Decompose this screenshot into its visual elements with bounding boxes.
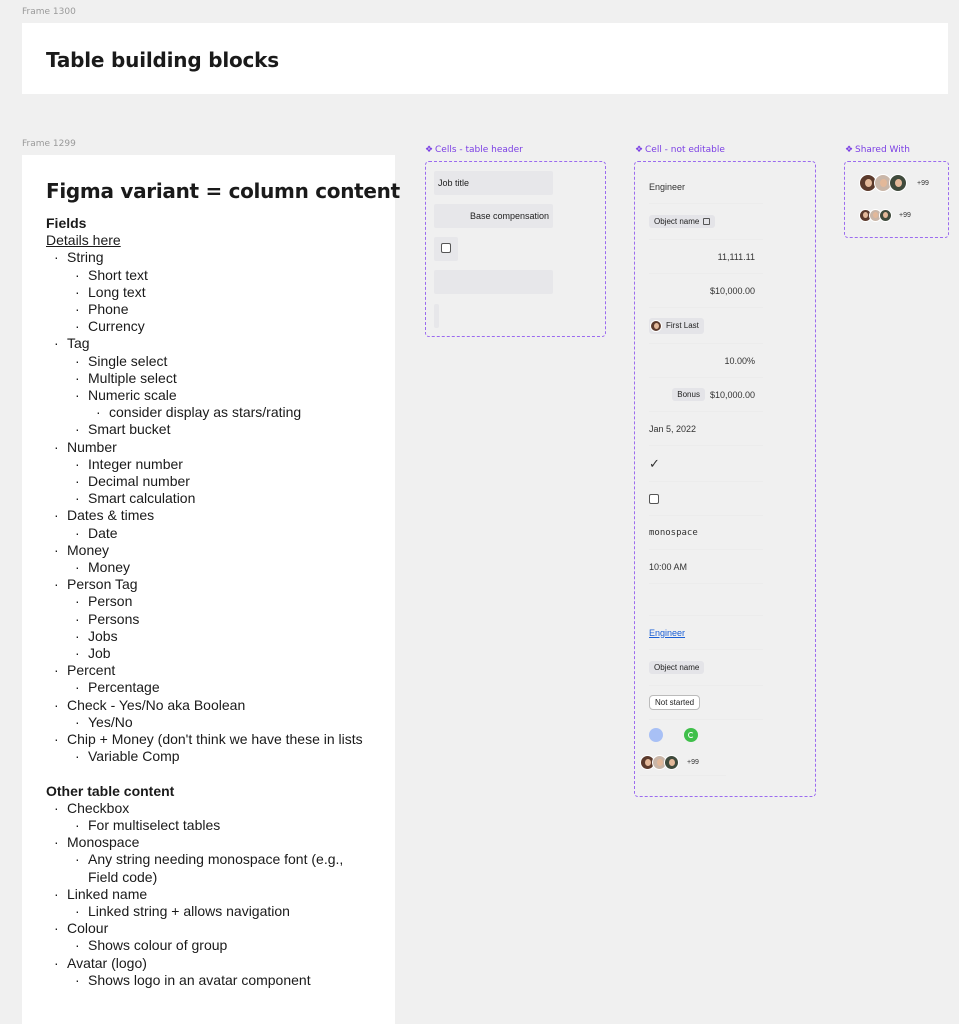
logo-avatar-icon	[684, 728, 698, 742]
list-item: · Integer number	[67, 456, 376, 473]
list-item: · Tag · Single select · Multiple select · Numeric scale · consider display as stars/rating · Smart bucket	[46, 335, 376, 438]
bonus-chip[interactable]: Bonus	[672, 388, 705, 401]
component-label-not-editable: ❖ Cell - not editable	[635, 145, 725, 155]
list-item: · Colour · Shows colour of group	[46, 920, 376, 954]
avatar	[650, 320, 662, 332]
component-icon: ❖	[845, 145, 854, 155]
list-item: · Money · Money	[46, 542, 376, 576]
not-editable-frame	[634, 161, 816, 797]
frame-label-top: Frame 1300	[22, 7, 76, 17]
avatar	[664, 755, 679, 770]
list-item: · Smart bucket	[67, 421, 376, 438]
other-heading: Other table content	[46, 782, 175, 799]
colour-dot	[649, 728, 663, 742]
list-item: · Linked name · Linked string + allows navigation	[46, 886, 376, 920]
avatar	[889, 174, 907, 192]
header-cell-job-title[interactable]: Job title	[434, 171, 553, 195]
avatar-count: +99	[687, 759, 699, 766]
cell-time: 10:00 AM	[649, 550, 763, 584]
header-cell-base-comp[interactable]: Base compensation	[434, 204, 553, 228]
list-item: · Decimal number	[67, 473, 376, 490]
cell-percent: 10.00%	[649, 344, 763, 378]
doc-body	[46, 215, 376, 989]
component-label-header: ❖ Cells - table header	[425, 145, 523, 155]
doc-frame	[22, 155, 400, 1024]
component-icon: ❖	[425, 145, 434, 155]
list-item: · Job	[67, 645, 376, 662]
header-cell-empty[interactable]	[434, 270, 553, 294]
cell-linked-name	[649, 616, 763, 650]
header-cells-frame	[425, 161, 606, 337]
fields-list	[46, 249, 376, 765]
avatar-group[interactable]	[859, 209, 892, 222]
list-item: · Percentage	[67, 679, 376, 696]
fields-heading: Fields	[46, 215, 87, 231]
list-item: · Percent · Percentage	[46, 662, 376, 696]
list-item: · Shows logo in an avatar component	[67, 972, 376, 989]
shared-with-frame	[844, 161, 949, 238]
list-item: · Smart calculation	[67, 490, 376, 507]
list-item: · Long text	[67, 284, 376, 301]
check-icon: ✓	[649, 455, 660, 471]
list-item: · Check - Yes/No aka Boolean · Yes/No	[46, 697, 376, 731]
details-link[interactable]: Details here	[46, 232, 121, 249]
component-icon: ❖	[635, 145, 644, 155]
cell-checkbox	[649, 482, 763, 516]
header-cell-checkbox[interactable]	[434, 237, 458, 261]
object-chip[interactable]: Object name	[649, 661, 704, 674]
engineer-link[interactable]: Engineer	[649, 627, 686, 638]
list-item: · Avatar (logo) · Shows logo in an avatar component	[46, 955, 376, 989]
person-chip[interactable]: First Last	[649, 318, 704, 334]
object-chip[interactable]: Object name	[649, 215, 715, 228]
list-item: · Numeric scale · consider display as stars/rating	[67, 387, 376, 421]
list-item: · Chip + Money (don't think we have these in lists · Variable Comp	[46, 731, 376, 765]
status-badge: Not started	[649, 695, 700, 710]
external-link-icon	[703, 218, 710, 225]
list-item: · Money	[67, 559, 376, 576]
cell-status	[649, 686, 763, 720]
cell-object-name	[649, 204, 763, 240]
page-title: Table building blocks	[46, 48, 279, 72]
cell-person	[649, 308, 763, 344]
list-item: · Short text	[67, 267, 376, 284]
frame-label-doc: Frame 1299	[22, 139, 76, 149]
cell-monospace: monospace	[649, 516, 763, 550]
list-item: · Single select	[67, 353, 376, 370]
checkbox[interactable]	[649, 494, 659, 504]
cell-date: Jan 5, 2022	[649, 412, 763, 446]
list-item: · For multiselect tables	[67, 817, 376, 834]
cell-empty	[649, 584, 763, 616]
cell-shared-with	[640, 750, 726, 776]
list-item: · Multiple select	[67, 370, 376, 387]
list-item: · Date	[67, 525, 376, 542]
other-list	[46, 800, 376, 989]
checkbox[interactable]	[441, 243, 451, 253]
cell-check	[649, 446, 763, 482]
cell-colour	[649, 720, 763, 750]
avatar-group[interactable]	[640, 755, 679, 770]
avatar-count: +99	[917, 179, 929, 187]
cell-string: Engineer	[649, 170, 763, 204]
list-item: · Dates & times · Date	[46, 507, 376, 541]
list-item: · Person Tag · Person · Persons · Jobs · Job	[46, 576, 376, 662]
list-item: · Phone	[67, 301, 376, 318]
list-item: · Checkbox · For multiselect tables	[46, 800, 376, 834]
cell-money: $10,000.00	[649, 274, 763, 308]
top-frame	[22, 23, 948, 94]
list-item: · Monospace · Any string needing monospace font (e.g., Field code)	[46, 834, 376, 886]
list-item: · consider display as stars/rating	[88, 404, 376, 421]
list-item: · Any string needing monospace font (e.g., Field code)	[67, 851, 376, 885]
list-item: · Shows colour of group	[67, 937, 376, 954]
list-item: · Person	[67, 593, 376, 610]
header-cell-narrow[interactable]	[434, 304, 439, 328]
list-item: · Jobs	[67, 628, 376, 645]
list-item: · Yes/No	[67, 714, 376, 731]
avatar-group[interactable]	[859, 174, 907, 192]
list-item: · Number · Integer number · Decimal number · Smart calculation	[46, 439, 376, 508]
cell-number: 11,111.11	[649, 240, 763, 274]
list-item: · String · Short text · Long text · Phone · Currency	[46, 249, 376, 335]
cell-object-name-plain	[649, 650, 763, 686]
shared-with-large	[859, 174, 929, 192]
cell-chip-money: Bonus $10,000.00	[649, 378, 763, 412]
avatar-count: +99	[899, 212, 911, 219]
doc-title: Figma variant = column content	[46, 179, 400, 203]
list-item: · Persons	[67, 611, 376, 628]
shared-with-small	[859, 209, 911, 222]
list-item: · Variable Comp	[67, 748, 376, 765]
list-item: · Currency	[67, 318, 376, 335]
component-label-shared: ❖ Shared With	[845, 145, 910, 155]
list-item: · Linked string + allows navigation	[67, 903, 376, 920]
avatar	[879, 209, 892, 222]
